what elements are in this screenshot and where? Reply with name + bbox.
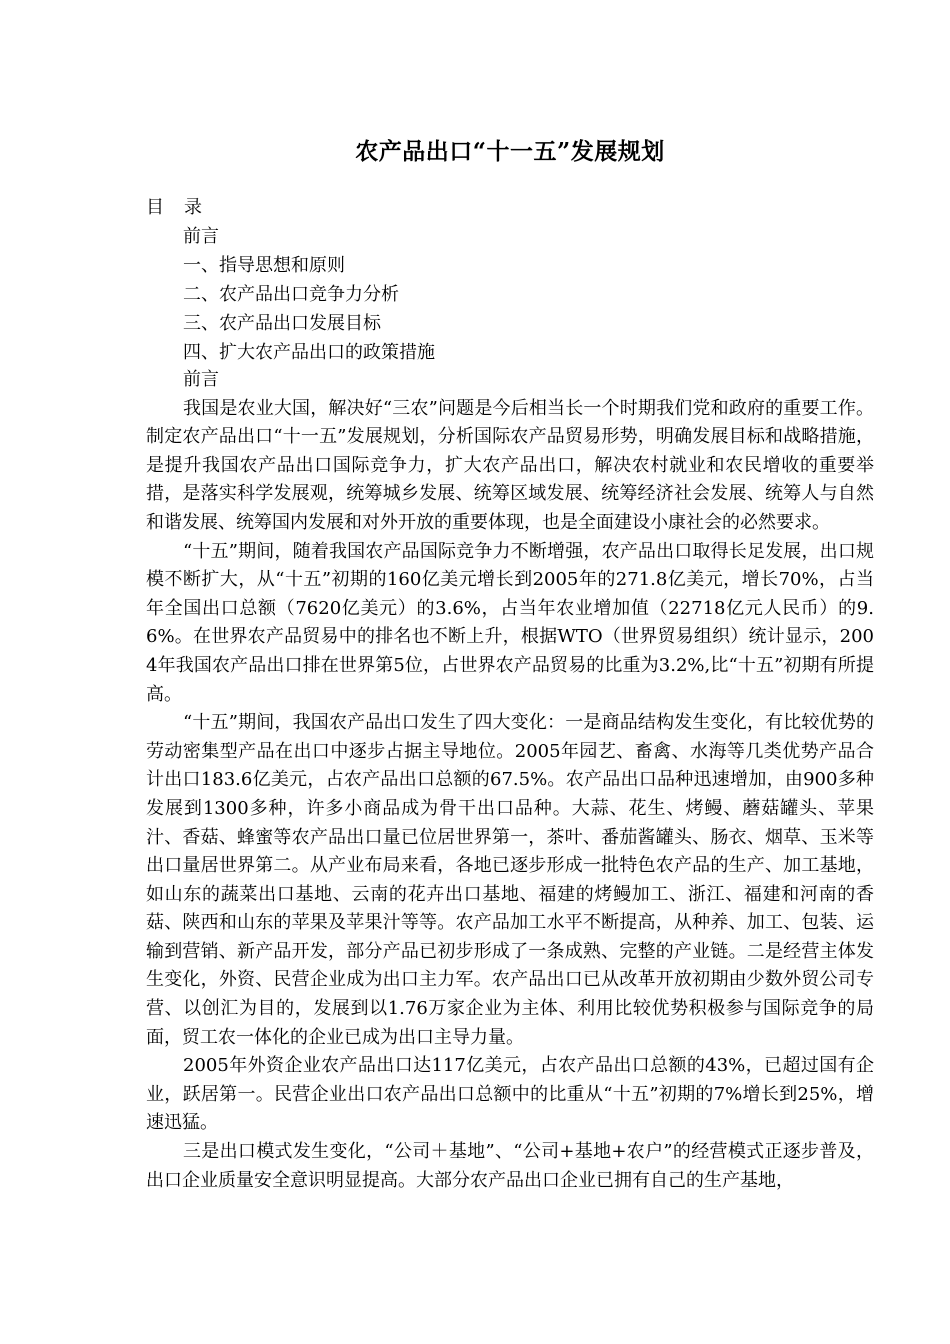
body-paragraph: 2005年外资企业农产品出口达117亿美元，占农产品出口总额的43%，已超过国有企业，跃居第一。民营企业出口农产品出口总额中的比重从“十五”初期的7%增长到25%，增速迅猛。	[146, 1055, 874, 1134]
body-paragraph: “十五”期间，随着我国农产品国际竞争力不断增强，农产品出口取得长足发展，出口规模不断扩大，从“十五”初期的160亿美元增长到2005年的271.8亿美元，增长70%，占当年全国出口总额（7620亿美元）的3.6%，占当年农业增加值（22718亿元人民币）的9.6%。在世界农产品贸易中的排名也不断上升，根据WTO（世界贸易组织）统计显示，2004年我国农产品出口排在世界第5位，占世界农产品贸易的比重为3.2%,比“十五”初期有所提高。	[146, 540, 874, 705]
toc-heading	[146, 194, 202, 222]
document-title: 农产品出口“十一五”发展规划	[355, 138, 665, 166]
document-body	[146, 366, 874, 1195]
toc-item-policy-measures: 四、扩大农产品出口的政策措施	[183, 342, 435, 363]
toc-item-guiding-principles: 一、指导思想和原则	[183, 255, 345, 276]
preface-heading: 前言	[183, 369, 219, 390]
body-paragraph: “十五”期间，我国农产品出口发生了四大变化：一是商品结构发生变化，有比较优势的劳动密集型产品在出口中逐步占据主导地位。2005年园艺、畜禽、水海等几类优势产品合计出口183.6亿美元，占农产品出口总额的67.5%。农产品出口品种迅速增加，由900多种发展到1300多种，许多小商品成为骨干出口品种。大蒜、花生、烤鳗、蘑菇罐头、苹果汁、香菇、蜂蜜等农产品出口量已位居世界第一，茶叶、番茄酱罐头、肠衣、烟草、玉米等出口量居世界第二。从产业布局来看，各地已逐步形成一批特色农产品的生产、加工基地，如山东的蔬菜出口基地、云南的花卉出口基地、福建的烤鳗加工、浙江、福建和河南的香菇、陕西和山东的苹果及苹果汁等等。农产品加工水平不断提高，从种养、加工、包装、运输到营销、新产品开发，部分产品已初步形成了一条成熟、完整的产业链。二是经营主体发生变化，外资、民营企业成为出口主力军。农产品出口已从改革开放初期由少数外贸公司专营、以创汇为目的，发展到以1.76万家企业为主体、利用比较优势积极参与国际竞争的局面，贸工农一体化的企业已成为出口主导力量。	[146, 712, 874, 1048]
table-of-contents	[183, 222, 435, 367]
body-paragraph: 三是出口模式发生变化，“公司＋基地”、“公司+基地+农户”的经营模式正逐步普及，出口企业质量安全意识明显提高。大部分农产品出口企业已拥有自己的生产基地，	[146, 1141, 874, 1191]
toc-item-preface: 前言	[183, 226, 219, 247]
toc-heading-char: 目	[146, 197, 164, 218]
toc-item-development-goals: 三、农产品出口发展目标	[183, 313, 381, 334]
toc-item-competitiveness-analysis: 二、农产品出口竞争力分析	[183, 284, 399, 305]
toc-heading-char: 录	[184, 197, 202, 218]
body-paragraph: 我国是农业大国，解决好“三农”问题是今后相当长一个时期我们党和政府的重要工作。制定农产品出口“十一五”发展规划，分析国际农产品贸易形势，明确发展目标和战略措施，是提升我国农产品出口国际竞争力，扩大农产品出口，解决农村就业和农民增收的重要举措，是落实科学发展观，统筹城乡发展、统筹区域发展、统筹经济社会发展、统筹人与自然和谐发展、统筹国内发展和对外开放的重要体现，也是全面建设小康社会的必然要求。	[146, 397, 874, 533]
